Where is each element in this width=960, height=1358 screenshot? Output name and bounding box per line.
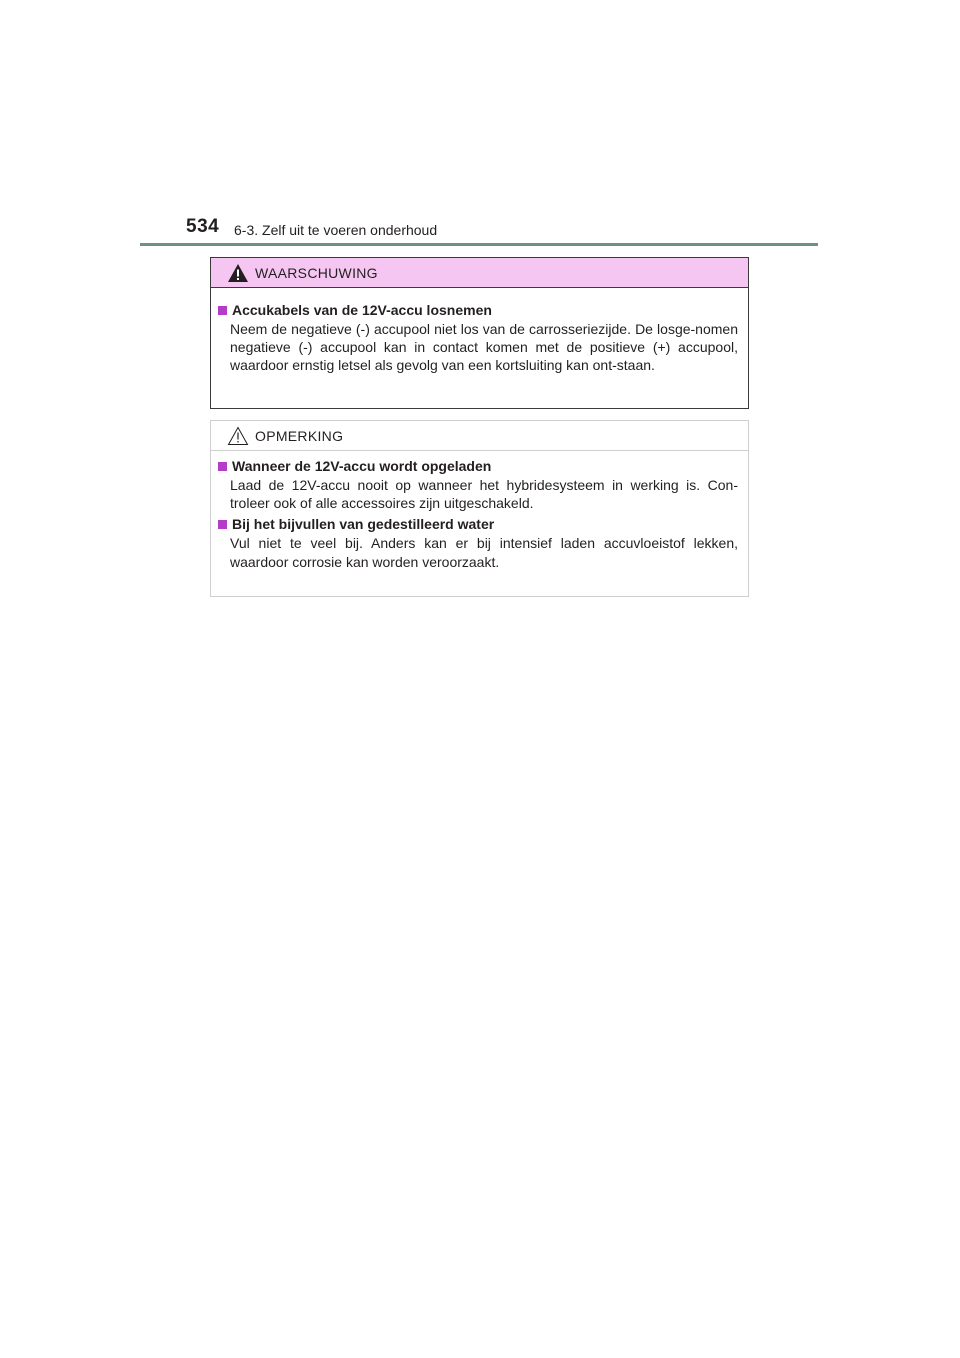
note-item-title: Wanneer de 12V-accu wordt opgeladen [232,458,492,474]
warning-triangle-outline-icon [227,426,249,446]
warning-box [210,257,749,409]
bullet-square-icon [218,462,227,471]
warning-header [211,258,748,288]
section-title: 6-3. Zelf uit te voeren onderhoud [234,222,438,238]
header-rule [140,243,818,246]
note-item-body: Vul niet te veel bij. Anders kan er bij intensief laden accuvloeistof lekken, waardoor corrosie kan worden veroorzaakt. [230,535,738,570]
warning-triangle-filled-icon [227,263,249,283]
bullet-square-icon [218,520,227,529]
note-label: OPMERKING [255,428,344,444]
note-item [211,516,748,570]
note-item-body: Laad de 12V-accu nooit op wanneer het hybridesysteem in werking is. Con-troleer ook of alle accessoires zijn uitgeschakeld. [230,477,738,512]
note-box [210,420,749,597]
warning-item [211,302,748,375]
warning-item-body: Neem de negatieve (-) accupool niet los van de carrosseriezijde. De losge-nomen negatieve (-) accupool kan in contact komen met de positieve (+) accupool, waardoor ernstig letsel als gevolg van een kortsluiting kan ont-staan. [230,321,738,374]
bullet-square-icon [218,306,227,315]
warning-label: WAARSCHUWING [255,265,378,281]
note-item-title: Bij het bijvullen van gedestilleerd water [232,516,495,533]
page-number: 534 [186,216,220,237]
note-header [211,421,748,451]
note-item [211,458,748,512]
warning-item-title: Accukabels van de 12V-accu losnemen [232,302,492,318]
